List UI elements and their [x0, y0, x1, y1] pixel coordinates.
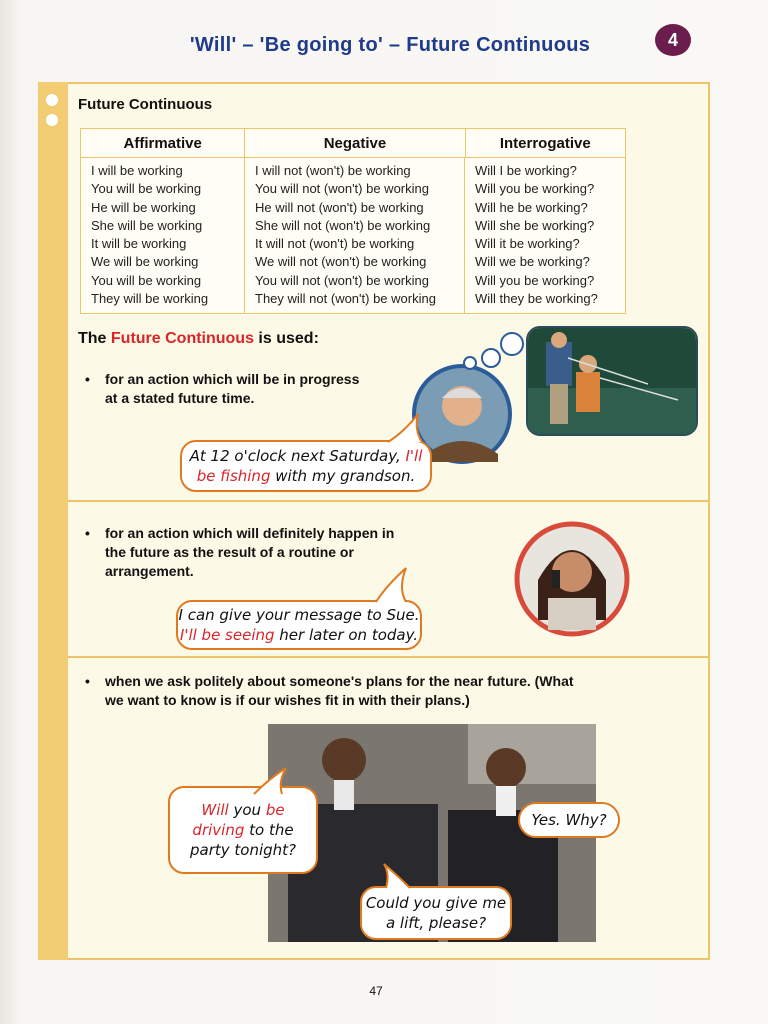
bubble-text: At 12 o'clock next Saturday, — [189, 447, 406, 465]
table-body — [81, 158, 625, 313]
bubble-highlight: driving — [192, 821, 245, 839]
section-title: Future Continuous — [78, 96, 213, 113]
speech-bubble-grandfather — [180, 440, 432, 492]
usage-text: for an action which will definitely happen in the future as the result of a routine or arrangement. — [105, 525, 395, 579]
conjugation-table — [80, 128, 626, 314]
bubble-tail — [380, 862, 416, 890]
bubble-text: her later on today. — [274, 626, 419, 644]
side-strip — [38, 82, 68, 960]
speech-bubble-man — [168, 786, 318, 874]
bullet-dot: • — [85, 371, 90, 387]
bubble-highlight: be fishing — [196, 467, 271, 485]
table-cell: Will you be working? — [475, 181, 595, 197]
section-divider — [68, 656, 708, 658]
usage-text: when we ask politely about someone's plans for the near future. (What we want to know is if our wishes fit in with their plans.) — [105, 673, 574, 708]
usage-heading — [78, 330, 319, 348]
affirmative-column — [81, 158, 245, 313]
thought-bubble-medium — [481, 348, 501, 368]
bubble-tail — [372, 566, 412, 604]
negative-column — [245, 158, 465, 313]
table-cell: Will we be working? — [475, 254, 590, 270]
usage-text: for an action which will be in progress at a stated future time. — [105, 371, 360, 406]
page-title: 'Will' – 'Be going to' – Future Continuous — [189, 34, 591, 56]
table-cell: Will you be working? — [475, 272, 595, 288]
thought-bubble-large — [500, 332, 524, 356]
decorative-dot — [46, 114, 58, 126]
table-cell: They will be working — [91, 291, 209, 307]
table-cell: We will not (won't) be working — [255, 254, 427, 270]
table-header-row — [81, 129, 625, 158]
bubble-text: Yes. Why? — [531, 811, 607, 829]
bubble-highlight: Will — [201, 801, 229, 819]
speech-bubble-woman — [176, 600, 422, 650]
table-cell: I will not (won't) be working — [255, 163, 411, 178]
bubble-text: with my grandson. — [270, 467, 416, 485]
table-cell: You will not (won't) be working — [255, 181, 429, 197]
table-cell: She will not (won't) be working — [255, 217, 431, 233]
table-cell: It will be working — [91, 236, 187, 252]
usage-heading-highlight: Future Continuous — [110, 330, 254, 347]
bubble-text: you — [228, 801, 266, 819]
bubble-highlight: I'll — [405, 447, 423, 465]
table-cell: He will be working — [91, 199, 196, 215]
usage-bullet-3 — [85, 672, 585, 710]
table-cell: He will not (won't) be working — [255, 199, 424, 215]
bubble-highlight: I'll be seeing — [179, 626, 275, 644]
bubble-highlight: be — [265, 801, 285, 819]
page-number: 47 — [369, 984, 383, 998]
table-cell: She will be working — [91, 217, 203, 233]
header-interrogative: Interrogative — [499, 134, 591, 152]
usage-heading-pre: The — [78, 330, 111, 347]
bubble-text: party tonight? — [189, 841, 296, 859]
bubble-text: a lift, please? — [385, 914, 487, 932]
bubble-tail — [250, 766, 290, 796]
decorative-dot — [46, 94, 58, 106]
section-divider — [68, 500, 708, 502]
table-cell: I will be working — [91, 163, 183, 178]
speech-bubble-woman-reply — [518, 802, 620, 838]
table-cell: Will he be working? — [475, 199, 588, 215]
table-cell: Will I be working? — [475, 163, 577, 178]
usage-bullet-1 — [85, 370, 365, 408]
fishing-photo — [526, 326, 698, 436]
bubble-text: I can give your message to Sue. — [178, 606, 420, 624]
usage-heading-post: is used: — [253, 330, 319, 347]
usage-bullet-2 — [85, 524, 395, 581]
bullet-dot: • — [85, 525, 90, 541]
table-cell: We will be working — [91, 254, 199, 270]
bullet-dot: • — [85, 673, 90, 689]
table-cell: You will not (won't) be working — [255, 272, 429, 288]
table-cell: Will it be working? — [475, 236, 580, 252]
bubble-text: Could you give me — [365, 894, 507, 912]
table-cell: It will not (won't) be working — [255, 236, 415, 252]
bubble-tail — [384, 412, 428, 444]
header-negative: Negative — [245, 129, 465, 157]
bubble-text: to the — [244, 821, 294, 839]
unit-badge: 4 — [655, 24, 691, 56]
table-cell: Will she be working? — [475, 217, 595, 233]
table-cell: Will they be working? — [475, 291, 598, 307]
interrogative-column — [465, 158, 625, 313]
speech-bubble-man-request — [360, 886, 512, 940]
woman-phone-portrait — [508, 520, 636, 638]
table-cell: They will not (won't) be working — [255, 291, 436, 307]
table-cell: You will be working — [91, 181, 202, 197]
thought-bubble-small — [463, 356, 477, 370]
table-cell: You will be working — [91, 272, 202, 288]
header-affirmative: Affirmative — [81, 129, 245, 157]
